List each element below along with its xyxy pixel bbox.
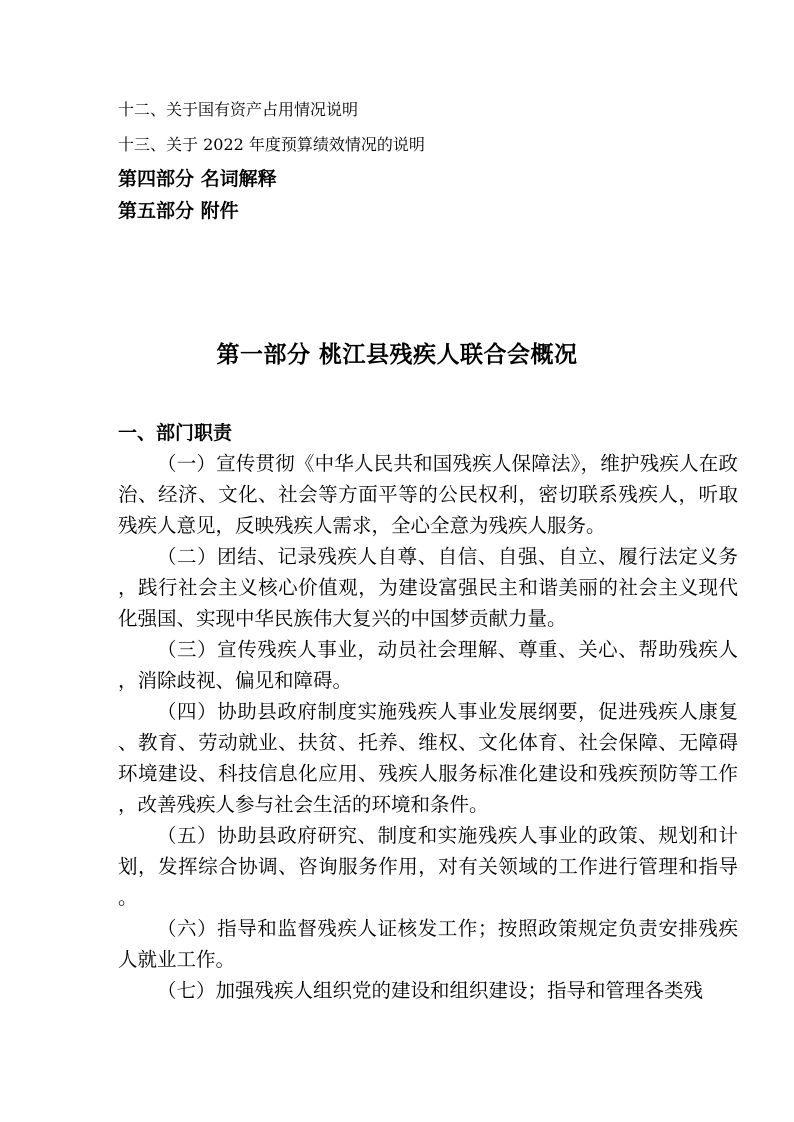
- duty-paragraph-3: （三）宣传残疾人事业，动员社会理解、尊重、关心、帮助残疾人，消除歧视、偏见和障碍。: [118, 638, 738, 692]
- duty-paragraph-7: （七）加强残疾人组织党的建设和组织建设；指导和管理各类残: [157, 979, 704, 1002]
- toc-item-13: 十三、关于 2022 年度预算绩效情况的说明: [118, 135, 425, 154]
- section-heading-duties: 一、部门职责: [118, 422, 233, 444]
- toc-part-5: 第五部分 附件: [118, 200, 239, 222]
- duty-paragraph-2: （二）团结、记录残疾人自尊、自信、自强、自立、履行法定义务，践行社会主义核心价值观，为建设富强民主和谐美丽的社会主义现代化强国、实现中华民族伟大复兴的中国梦贡献力量。: [118, 545, 738, 630]
- duties-body: [118, 448, 738, 1006]
- duty-paragraph-5: （五）协助县政府研究、制度和实施残疾人事业的政策、规划和计划，发挥综合协调、咨询服务作用，对有关领域的工作进行管理和指导。: [118, 824, 738, 909]
- duty-paragraph-4: （四）协助县政府制度实施残疾人事业发展纲要，促进残疾人康复、教育、劳动就业、扶贫、托养、维权、文化体育、社会保障、无障碍环境建设、科技信息化应用、残疾人服务标准化建设和残疾预防等工作，改善残疾人参与社会生活的环境和条件。: [118, 700, 738, 816]
- toc-part-4: 第四部分 名词解释: [118, 168, 277, 190]
- part-one-title: 第一部分 桃江县残疾人联合会概况: [216, 341, 578, 368]
- duty-paragraph-6: （六）指导和监督残疾人证核发工作；按照政策规定负责安排残疾人就业工作。: [118, 917, 738, 971]
- toc-item-12: 十二、关于国有资产占用情况说明: [118, 100, 359, 119]
- duty-paragraph-1: （一）宣传贯彻《中华人民共和国残疾人保障法》，维护残疾人在政治、经济、文化、社会等方面平等的公民权利，密切联系残疾人，听取残疾人意见，反映残疾人需求，全心全意为残疾人服务。: [118, 452, 738, 537]
